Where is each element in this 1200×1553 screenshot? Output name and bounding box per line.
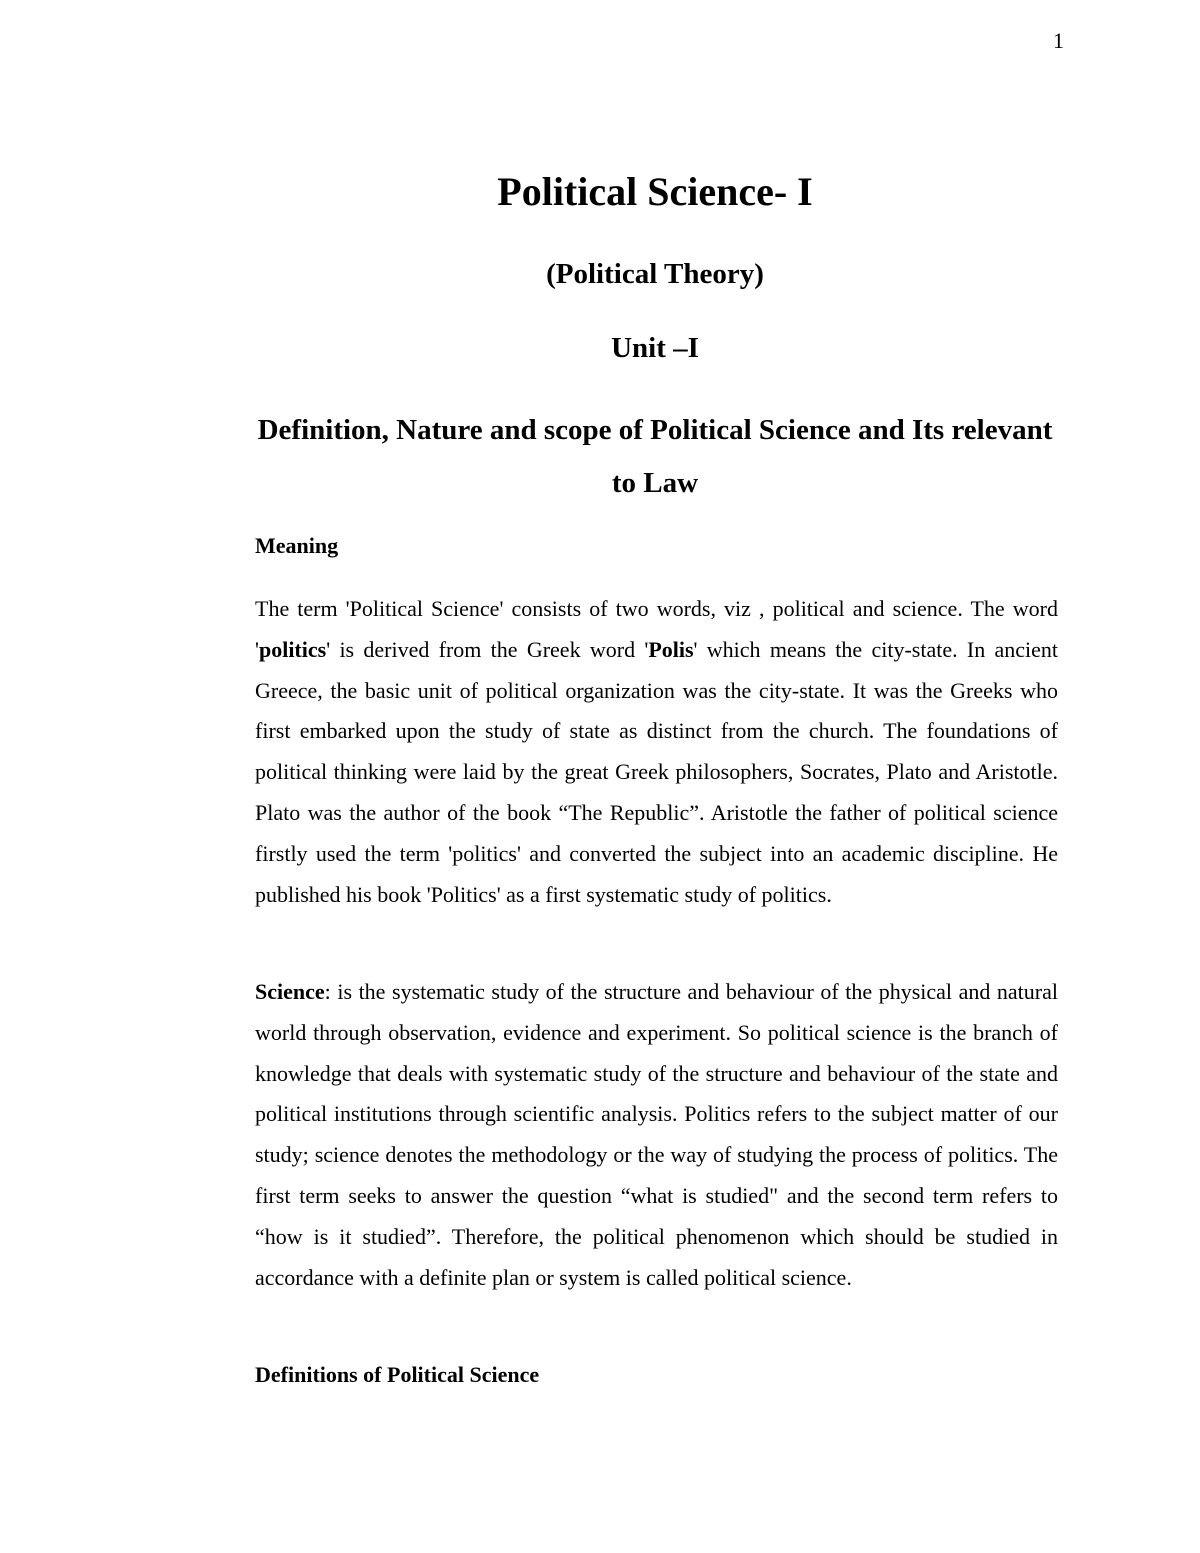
- paragraph-text: The term 'Political Science' consists of two words, viz , political and science. The word ': [255, 596, 1058, 662]
- chapter-heading: Definition, Nature and scope of Political Science and Its relevant to Law: [257, 414, 1053, 499]
- document-subtitle: (Political Theory): [546, 258, 764, 290]
- paragraph-text: ' which means the city-state. In ancient Greece, the basic unit of political organization was the city-state. It was the Greeks who first embarked upon the study of state as distinct from the church. The foundations of political thinking were laid by the great Greek philosophers, Socrates, Plato and Aristotle. Plato was the author of the book “The Republic”. Aristotle the father of political science firstly used the term 'politics' and converted the subject into an academic discipline. He published his book 'Politics' as a first systematic study of politics.: [255, 636, 1058, 907]
- paragraph-science: [255, 972, 1058, 1298]
- bold-term-polis: Polis: [648, 636, 694, 662]
- paragraph-text: ' is derived from the Greek word ': [326, 636, 649, 662]
- bold-term-politics: politics: [258, 636, 327, 662]
- page-number: 1: [1053, 28, 1064, 53]
- paragraph-text: : is the systematic study of the structure and behaviour of the physical and natural world through observation, evidence and experiment. So political science is the branch of knowledge that deals with systematic study of the structure and behaviour of the state and political institutions through scientific analysis. Politics refers to the subject matter of our study; science denotes the methodology or the way of studying the process of politics. The first term seeks to answer the question “what is studied" and the second term refers to “how is it studied”. Therefore, the political phenomenon which should be studied in accordance with a definite plan or system is called political science.: [255, 979, 1058, 1290]
- section-heading-definitions: Definitions of Political Science: [255, 1362, 540, 1387]
- section-heading-meaning: Meaning: [255, 533, 339, 558]
- document-title: Political Science- I: [497, 169, 813, 214]
- paragraph-meaning: [255, 589, 1058, 915]
- bold-term-science: Science: [255, 979, 325, 1004]
- unit-label: Unit –I: [611, 332, 699, 364]
